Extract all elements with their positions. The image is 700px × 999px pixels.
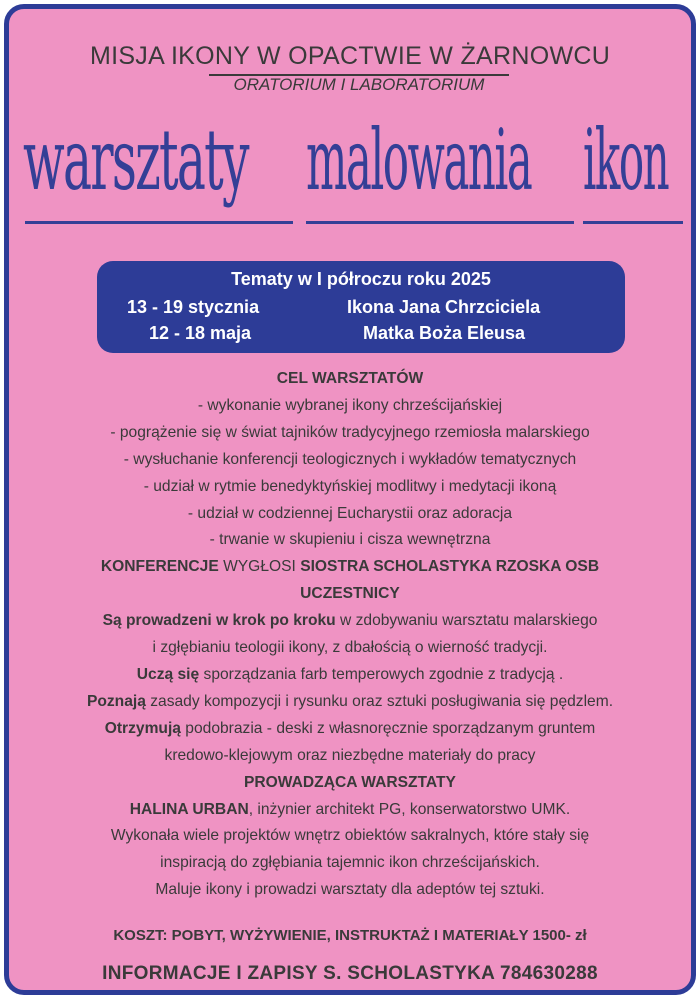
participants-line	[9, 608, 691, 635]
leader-name: HALINA URBAN	[129, 800, 249, 818]
banner-title	[23, 97, 685, 247]
participants-line: kredowo-klejowym oraz niezbędne materiały do pracy	[164, 746, 536, 764]
poster	[4, 4, 696, 995]
goals-heading: CEL WARSZTATÓW	[276, 370, 424, 387]
topic-name: Matka Boża Eleusa	[363, 323, 526, 343]
topics-title: Tematy w I półroczu roku 2025	[231, 269, 491, 289]
goal-item: - pogrążenie się w świat tajników tradycyjnego rzemiosła malarskiego	[110, 423, 590, 441]
participants-emphasis: Otrzymują	[104, 719, 181, 737]
participants-heading: UCZESTNICY	[300, 585, 400, 603]
leader-heading: PROWADZĄCA WARSZTATY	[244, 773, 456, 791]
conference-label: KONFERENCJE	[100, 558, 219, 576]
header-title: MISJA IKONY W OPACTWIE W ŻARNOWCU	[89, 42, 611, 70]
leader-line: Maluje ikony i prowadzi warsztaty dla adeptów tej sztuki.	[155, 881, 545, 899]
goal-item: - udział w codziennej Eucharystii oraz adoracja	[187, 504, 513, 522]
participants-emphasis: Są prowadzeni w krok po kroku	[102, 612, 336, 630]
info-line: INFORMACJE I ZAPISY S. SCHOLASTYKA 784630288	[102, 963, 598, 984]
participants-emphasis: Poznają	[86, 692, 146, 710]
conference-line	[9, 554, 691, 581]
content	[9, 366, 691, 904]
participants-line	[9, 689, 691, 716]
banner-word-malowania: malowania	[306, 111, 532, 209]
participants-text: zasady kompozycji i rysunku oraz sztuki posługiwania się pędzlem.	[145, 692, 614, 710]
banner-underline	[306, 221, 574, 224]
topic-date: 13 - 19 stycznia	[127, 297, 260, 317]
topic-name: Ikona Jana Chrzciciela	[347, 297, 541, 317]
banner-word-ikon: ikon	[583, 111, 669, 209]
leader-line: inspiracją do zgłębiania tajemnic ikon chrześcijańskich.	[160, 854, 540, 872]
participants-line: i zgłębianiu teologii ikony, z dbałością o wierność tradycji.	[152, 639, 548, 657]
conference-verb: WYGŁOSI	[218, 558, 301, 576]
goal-item: - wykonanie wybranej ikony chrześcijańskiej	[197, 396, 503, 414]
participants-line	[9, 662, 691, 689]
goal-item: - wysłuchanie konferencji teologicznych i wykładów tematycznych	[123, 450, 577, 468]
participants-emphasis: Uczą się	[136, 665, 200, 683]
cost-line: KOSZT: POBYT, WYŻYWIENIE, INSTRUKTAŻ I MATERIAŁY 1500- zł	[113, 927, 587, 944]
topic-date: 12 - 18 maja	[149, 323, 252, 343]
conference-speaker: SIOSTRA SCHOLASTYKA RZOSKA OSB	[300, 558, 600, 576]
banner-underline	[25, 221, 293, 224]
participants-text: podobrazia - deski z własnoręcznie sporządzanym gruntem	[180, 719, 596, 737]
topics-box	[97, 261, 625, 353]
leader-line	[9, 797, 691, 824]
participants-text: sporządzania farb temperowych zgodnie z tradycją .	[199, 665, 564, 683]
participants-line	[9, 716, 691, 743]
leader-line: Wykonała wiele projektów wnętrz obiektów sakralnych, które stały się	[110, 827, 590, 845]
goal-item: - udział w rytmie benedyktyńskiej modlitwy i medytacji ikoną	[143, 477, 557, 495]
participants-text: w zdobywaniu warsztatu malarskiego	[335, 612, 598, 630]
banner-underline	[583, 221, 683, 224]
banner-word-warsztaty: warsztaty	[23, 111, 248, 209]
goal-item: - trwanie w skupieniu i cisza wewnętrzna	[209, 531, 491, 549]
header-subtitle: ORATORIUM I LABORATORIUM	[209, 74, 509, 94]
leader-credentials: , inżynier architekt PG, konserwatorstwo UMK.	[248, 800, 571, 818]
